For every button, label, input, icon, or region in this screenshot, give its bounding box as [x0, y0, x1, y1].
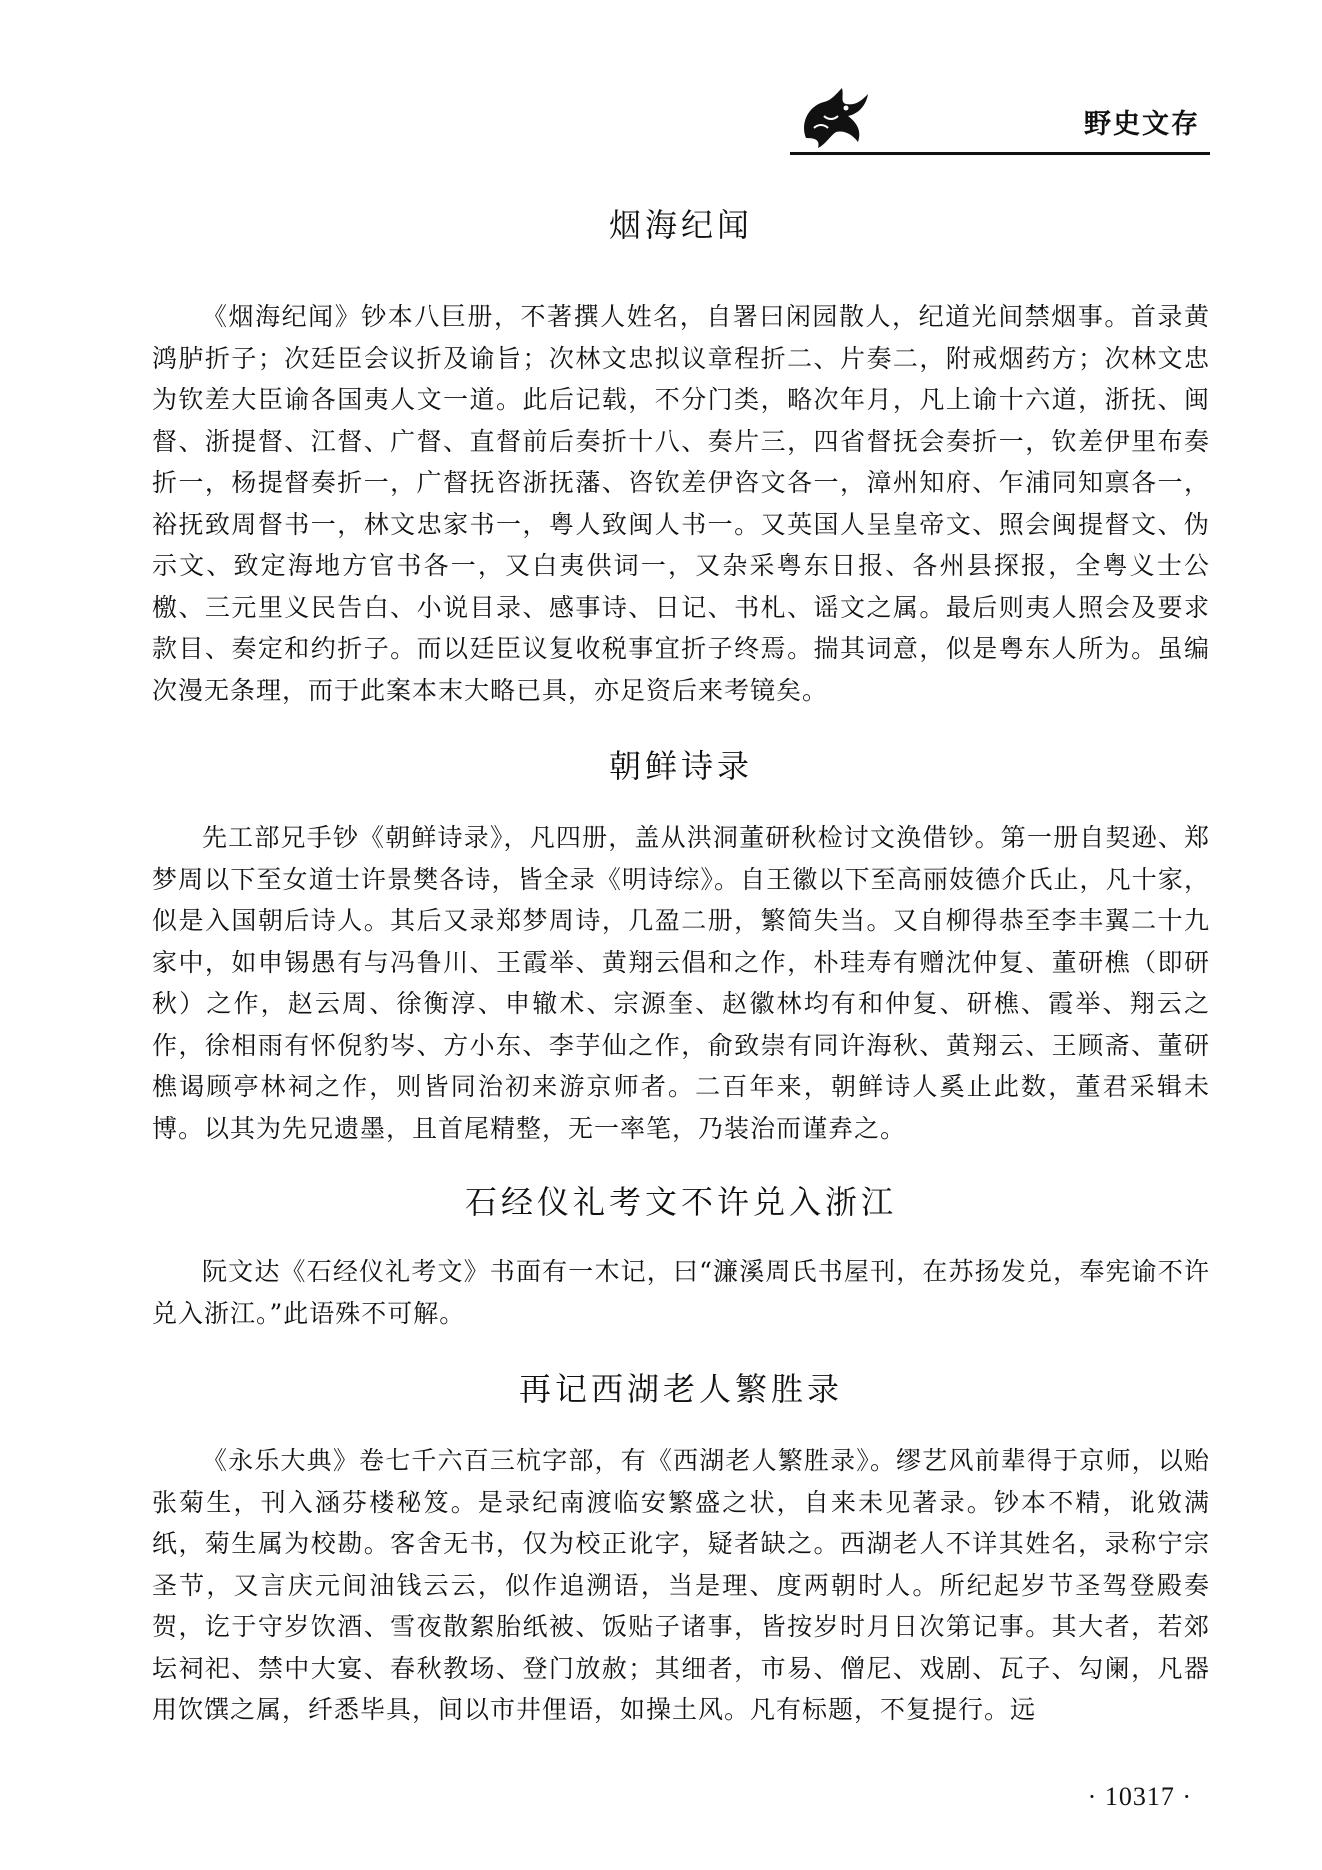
section-paragraph: 《永乐大典》卷七千六百三杭字部，有《西湖老人繁胜录》。缪艺风前辈得于京师，以贻张菊生，刊入涵芬楼秘笈。是录纪南渡临安繁盛之状，自来未见著录。钞本不精，讹敓满纸，菊生属为校勘。客舍无书，仅为校正讹字，疑者缺之。西湖老人不详其姓名，录称宁宗圣节，又言庆元间油钱云云，似作追溯语，当是理、度两朝时人。所纪起岁节圣驾登殿奏贺，讫于守岁饮酒、雪夜散絮胎纸被、饭贴子诸事，皆按岁时月日次第记事。其大者，若郊坛祠祀、禁中大宴、春秋教场、登门放赦；其细者，市易、僧尼、戏剧、瓦子、勾阑，凡器用饮馔之属，纤悉毕具，间以市井俚语，如操土风。凡有标题，不复提行。远 [152, 1446, 1210, 1724]
running-header [790, 80, 1210, 160]
page-content [152, 200, 1210, 1731]
section-title: 朝鲜诗录 [608, 747, 753, 785]
series-title: 野史文存 [1084, 109, 1200, 140]
section-paragraph: 阮文达《石经仪礼考文》书面有一木记，曰“濂溪周氏书屋刊，在苏扬发兑，奉宪谕不许兑入浙江。”此语殊不可解。 [152, 1257, 1210, 1328]
section-paragraph: 先工部兄手钞《朝鲜诗录》，凡四册，盖从洪洞董研秋检讨文涣借钞。第一册自契逊、郑梦周以下至女道士许景樊各诗，皆全录《明诗综》。自王徽以下至高丽妓德介氏止，凡十家，似是入国朝后诗人。其后又录郑梦周诗，几盈二册，繁简失当。又自柳得恭至李丰翼二十九家中，如申锡愚有与冯鲁川、王霞举、黄翔云倡和之作，朴珪寿有赠沈仲复、董研樵（即研秋）之作，赵云周、徐衡淳、申辙术、宗源奎、赵徽林均有和仲复、研樵、霞举、翔云之作，徐相雨有怀倪豹岑、方小东、李芋仙之作，俞致崇有同许海秋、黄翔云、王顾斋、董研樵谒顾亭林祠之作，则皆同治初来游京师者。二百年来，朝鲜诗人奚止此数，董君采辑未博。以其为先兄遗墨，且首尾精整，无一率笔，乃装治而谨弆之。 [152, 823, 1210, 1143]
section-title: 再记西湖老人繁胜录 [518, 1370, 843, 1408]
section-title: 石经仪礼考文不许兑入浙江 [464, 1183, 897, 1221]
section-title: 烟海纪闻 [608, 206, 753, 244]
dragon-icon [796, 80, 876, 152]
page-number: · 10317 · [1087, 1782, 1192, 1811]
header-rule [790, 152, 1210, 155]
section-paragraph: 《烟海纪闻》钞本八巨册，不著撰人姓名，自署曰闲园散人，纪道光间禁烟事。首录黄鸿胪折子；次廷臣会议折及谕旨；次林文忠拟议章程折二、片奏二，附戒烟药方；次林文忠为钦差大臣谕各国夷人文一道。此后记载，不分门类，略次年月，凡上谕十六道，浙抚、闽督、浙提督、江督、广督、直督前后奏折十八、奏片三，四省督抚会奏折一，钦差伊里布奏折一，杨提督奏折一，广督抚咨浙抚藩、咨钦差伊咨文各一，漳州知府、乍浦同知禀各一，裕抚致周督书一，林文忠家书一，粤人致闽人书一。又英国人呈皇帝文、照会闽提督文、伪示文、致定海地方官书各一，又白夷供词一，又杂采粤东日报、各州县探报，全粤义士公檄、三元里义民告白、小说目录、感事诗、日记、书札、谣文之属。最后则夷人照会及要求款目、奏定和约折子。而以廷臣议复收税事宜折子终焉。揣其词意，似是粤东人所为。虽编次漫无条理，而于此案本末大略已具，亦足资后来考镜矣。 [152, 302, 1210, 705]
